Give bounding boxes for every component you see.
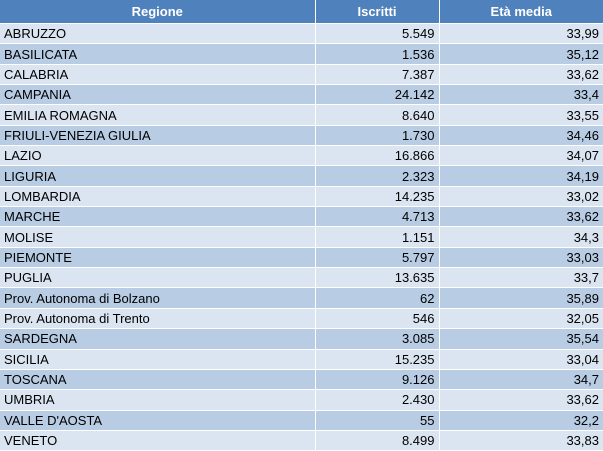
table-row xyxy=(0,390,603,410)
cell-regione: VENETO xyxy=(0,430,315,450)
table-row xyxy=(0,227,603,247)
cell-iscritti: 546 xyxy=(315,308,439,328)
cell-regione: CAMPANIA xyxy=(0,85,315,105)
cell-regione: LIGURIA xyxy=(0,166,315,186)
table-row xyxy=(0,247,603,267)
cell-regione: BASILICATA xyxy=(0,44,315,64)
cell-regione: TOSCANA xyxy=(0,369,315,389)
cell-iscritti: 2.323 xyxy=(315,166,439,186)
table-row xyxy=(0,105,603,125)
cell-regione: Prov. Autonoma di Bolzano xyxy=(0,288,315,308)
cell-eta-media: 33,62 xyxy=(439,64,603,84)
cell-iscritti: 1.536 xyxy=(315,44,439,64)
cell-regione: ABRUZZO xyxy=(0,24,315,44)
table-row xyxy=(0,207,603,227)
cell-eta-media: 32,2 xyxy=(439,410,603,430)
table-row xyxy=(0,329,603,349)
cell-regione: PIEMONTE xyxy=(0,247,315,267)
table-row xyxy=(0,146,603,166)
cell-iscritti: 15.235 xyxy=(315,349,439,369)
cell-eta-media: 33,04 xyxy=(439,349,603,369)
cell-iscritti: 5.549 xyxy=(315,24,439,44)
cell-iscritti: 1.730 xyxy=(315,125,439,145)
cell-regione: UMBRIA xyxy=(0,390,315,410)
table-body xyxy=(0,24,603,451)
cell-iscritti: 9.126 xyxy=(315,369,439,389)
cell-regione: LOMBARDIA xyxy=(0,186,315,206)
cell-regione: MOLISE xyxy=(0,227,315,247)
cell-iscritti: 2.430 xyxy=(315,390,439,410)
table-row xyxy=(0,308,603,328)
table-row xyxy=(0,64,603,84)
cell-iscritti: 4.713 xyxy=(315,207,439,227)
cell-eta-media: 35,54 xyxy=(439,329,603,349)
cell-regione: LAZIO xyxy=(0,146,315,166)
table-row xyxy=(0,369,603,389)
cell-iscritti: 8.499 xyxy=(315,430,439,450)
table-row xyxy=(0,186,603,206)
cell-eta-media: 32,05 xyxy=(439,308,603,328)
table-row xyxy=(0,24,603,44)
cell-regione: FRIULI-VENEZIA GIULIA xyxy=(0,125,315,145)
cell-iscritti: 8.640 xyxy=(315,105,439,125)
cell-iscritti: 24.142 xyxy=(315,85,439,105)
cell-regione: Prov. Autonoma di Trento xyxy=(0,308,315,328)
table-row xyxy=(0,85,603,105)
cell-eta-media: 33,62 xyxy=(439,390,603,410)
table-row xyxy=(0,125,603,145)
cell-eta-media: 33,7 xyxy=(439,268,603,288)
table-row xyxy=(0,166,603,186)
column-header-regione: Regione xyxy=(0,0,315,24)
cell-eta-media: 33,62 xyxy=(439,207,603,227)
column-header-eta-media: Età media xyxy=(439,0,603,24)
cell-eta-media: 35,12 xyxy=(439,44,603,64)
cell-iscritti: 3.085 xyxy=(315,329,439,349)
header-row xyxy=(0,0,603,24)
cell-eta-media: 34,3 xyxy=(439,227,603,247)
cell-eta-media: 33,83 xyxy=(439,430,603,450)
cell-iscritti: 1.151 xyxy=(315,227,439,247)
cell-eta-media: 35,89 xyxy=(439,288,603,308)
cell-iscritti: 16.866 xyxy=(315,146,439,166)
table-row xyxy=(0,349,603,369)
cell-iscritti: 13.635 xyxy=(315,268,439,288)
table-row xyxy=(0,288,603,308)
cell-eta-media: 33,4 xyxy=(439,85,603,105)
cell-eta-media: 33,03 xyxy=(439,247,603,267)
cell-eta-media: 33,55 xyxy=(439,105,603,125)
cell-eta-media: 34,7 xyxy=(439,369,603,389)
cell-eta-media: 33,02 xyxy=(439,186,603,206)
cell-regione: EMILIA ROMAGNA xyxy=(0,105,315,125)
cell-regione: SARDEGNA xyxy=(0,329,315,349)
cell-iscritti: 55 xyxy=(315,410,439,430)
cell-eta-media: 34,46 xyxy=(439,125,603,145)
table-row xyxy=(0,410,603,430)
table-row xyxy=(0,430,603,450)
cell-regione: VALLE D'AOSTA xyxy=(0,410,315,430)
cell-eta-media: 33,99 xyxy=(439,24,603,44)
cell-iscritti: 14.235 xyxy=(315,186,439,206)
cell-iscritti: 5.797 xyxy=(315,247,439,267)
cell-iscritti: 7.387 xyxy=(315,64,439,84)
cell-eta-media: 34,07 xyxy=(439,146,603,166)
cell-iscritti: 62 xyxy=(315,288,439,308)
cell-regione: MARCHE xyxy=(0,207,315,227)
cell-regione: SICILIA xyxy=(0,349,315,369)
column-header-iscritti: Iscritti xyxy=(315,0,439,24)
cell-regione: PUGLIA xyxy=(0,268,315,288)
cell-eta-media: 34,19 xyxy=(439,166,603,186)
table-row xyxy=(0,268,603,288)
table-row xyxy=(0,44,603,64)
cell-regione: CALABRIA xyxy=(0,64,315,84)
